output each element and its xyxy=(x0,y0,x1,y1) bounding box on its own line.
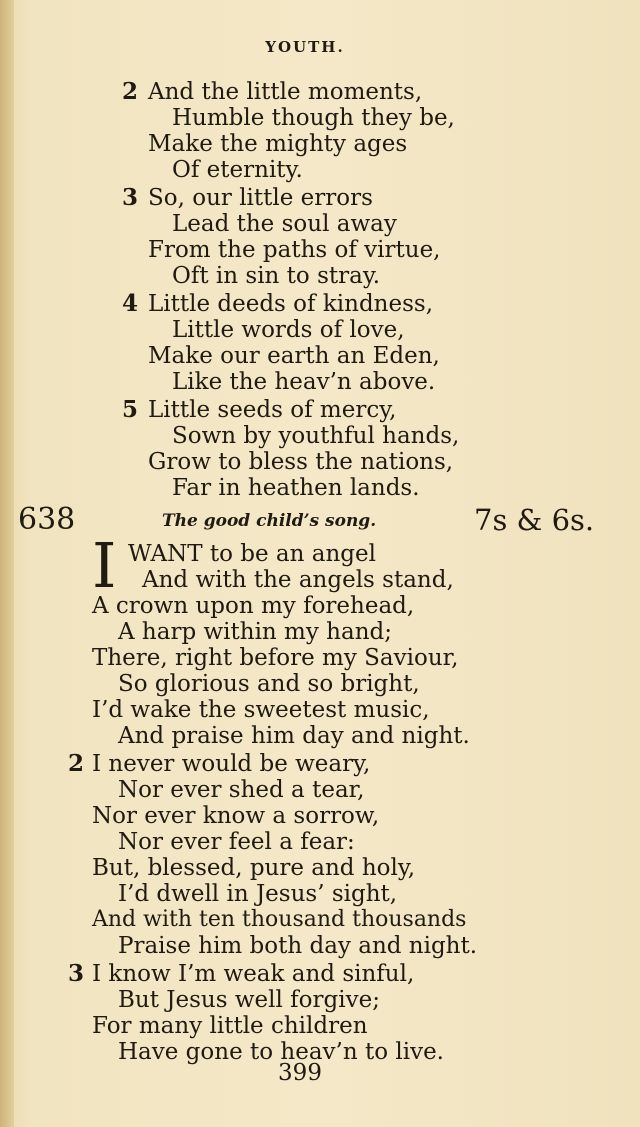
drop-cap: I xyxy=(92,529,117,602)
verse-line: There, right before my Saviour, xyxy=(92,645,459,671)
verse-line: Nor ever know a sorrow, xyxy=(92,803,380,829)
verse-line: Little deeds of kindness, xyxy=(148,291,434,317)
stanza-number: 5 xyxy=(122,396,139,423)
verse-line: Little seeds of mercy, xyxy=(148,397,397,423)
verse-line: And praise him day and night. xyxy=(118,723,470,749)
verse-line: Sown by youthful hands, xyxy=(172,423,460,449)
verse-line: So glorious and so bright, xyxy=(118,671,420,697)
page-spine-shadow xyxy=(0,0,14,1127)
hymn-number: 638 xyxy=(18,502,76,537)
verse-line: I’d wake the sweetest music, xyxy=(92,697,430,723)
verse-line: But Jesus well forgive; xyxy=(118,987,380,1013)
stanza-number: 2 xyxy=(68,750,85,777)
verse-line: Have gone to heav’n to live. xyxy=(118,1039,444,1065)
verse-line: Little words of love, xyxy=(172,317,405,343)
verse-line: Nor ever shed a tear, xyxy=(118,777,365,803)
verse-line: And the little moments, xyxy=(148,79,423,105)
verse-line: Praise him both day and night. xyxy=(118,933,478,959)
verse-line: Humble though they be, xyxy=(172,105,455,131)
verse-line: I never would be weary, xyxy=(92,751,371,777)
verse-line: Oft in sin to stray. xyxy=(172,263,381,289)
hymn-meter: 7s & 6s. xyxy=(474,503,595,537)
verse-line: A harp within my hand; xyxy=(118,619,392,645)
verse-line: And with the angels stand, xyxy=(142,567,454,593)
verse-line: WANT to be an angel xyxy=(128,541,376,567)
verse-line: Nor ever feel a fear: xyxy=(118,829,355,855)
stanza-number: 2 xyxy=(122,78,139,105)
stanza-number: 3 xyxy=(122,184,139,211)
verse-line: And with ten thousand thousands xyxy=(92,907,467,932)
verse-line: Make the mighty ages xyxy=(148,131,408,157)
verse-line: Like the heav’n above. xyxy=(172,369,436,395)
running-head: YOUTH. xyxy=(265,38,345,56)
verse-line: Lead the soul away xyxy=(172,211,397,237)
verse-line: Of eternity. xyxy=(172,157,303,183)
verse-line: But, blessed, pure and holy, xyxy=(92,855,416,881)
verse-line: I know I’m weak and sinful, xyxy=(92,961,415,987)
stanza-number: 3 xyxy=(68,960,85,987)
verse-line: Make our earth an Eden, xyxy=(148,343,440,369)
verse-line: Far in heathen lands. xyxy=(172,475,420,501)
verse-line: So, our little errors xyxy=(148,185,373,211)
verse-line: For many little children xyxy=(92,1013,368,1039)
page-number: 399 xyxy=(278,1060,322,1086)
verse-line: Grow to bless the nations, xyxy=(148,449,454,475)
verse-line: I’d dwell in Jesus’ sight, xyxy=(118,881,398,907)
verse-line: A crown upon my forehead, xyxy=(92,593,415,619)
hymn-title: The good child’s song. xyxy=(162,511,377,531)
verse-line: From the paths of virtue, xyxy=(148,237,441,263)
stanza-number: 4 xyxy=(122,290,139,317)
